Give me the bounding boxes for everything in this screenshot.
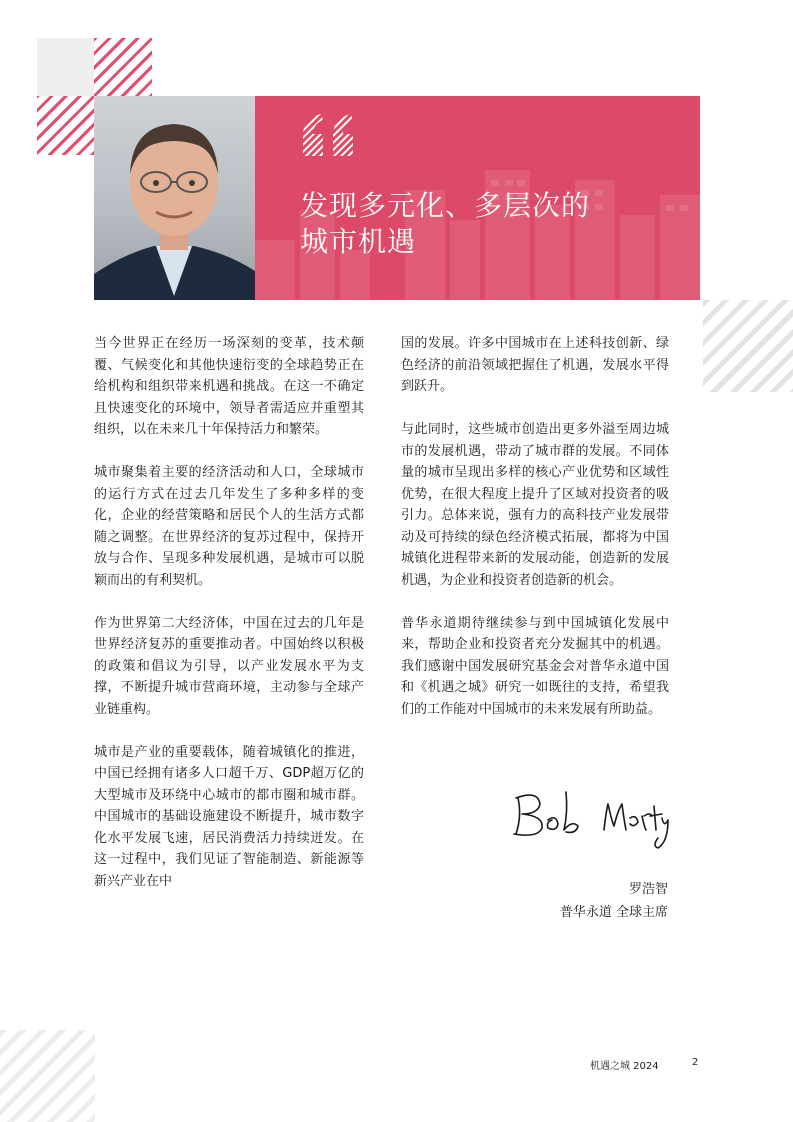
paragraph: 作为世界第二大经济体，中国在过去的几年是世界经济复苏的重要推动者。中国始终以积极的政策和倡议为引导，以产业发展水平为支撑，不断提升城市营商环境，主动参与全球产业链重构。	[94, 615, 364, 717]
decorative-stripes-bottom	[0, 1030, 95, 1122]
paragraph: 城市是产业的重要载体，随着城镇化的推进，中国已经拥有诸多人口超千万、GDP超万亿的大型城市及环绕中心城市的都市圈和城市群。中国城市的基础设施建设不断提升，城市数字化水平发展飞速，居民消费活力持续迸发。在这一过程中，我们见证了智能制造、新能源等新兴产业在中	[94, 744, 364, 889]
body-column-left	[94, 333, 364, 914]
paragraph: 与此同时，这些城市创造出更多外溢至周边城市的发展机遇，带动了城市群的发展。不同体量的城市呈现出多样的核心产业优势和区域性优势，在很大程度上提升了区域对投资者的吸引力。总体来说，强有力的高科技产业发展带动及可持续的绿色经济模式拓展，都将为中国城镇化进程带来新的发展动能，创造新的发展机遇，为企业和投资者创造新的机会。	[401, 422, 669, 588]
handwritten-signature	[508, 786, 673, 856]
page-number: 2	[692, 1057, 699, 1068]
header-band	[94, 96, 700, 300]
title-panel	[255, 96, 700, 300]
body-column-right	[401, 333, 669, 742]
paragraph: 城市聚集着主要的经济活动和人口，全球城市的运行方式在过去几年发生了多种多样的变化，企业的经营策略和居民个人的生活方式都随之调整。在世界经济的复苏过程中，保持开放与合作、呈现多种发展机遇，是城市可以脱颖而出的有利契机。	[94, 465, 364, 588]
signer-name: 罗浩智	[628, 882, 668, 897]
portrait-photo	[94, 96, 255, 300]
quote-mark-icon	[299, 112, 359, 158]
signer-title: 普华永道 全球主席	[559, 905, 668, 920]
paragraph: 普华永道期待继续参与到中国城镇化发展中来，帮助企业和投资者充分发掘其中的机遇。我们感谢中国发展研究基金会对普华永道中国和《机遇之城》研究一如既往的支持，希望我们的工作能对中国城市的未来发展有所助益。	[401, 615, 669, 717]
footer-publication: 机遇之城 2024	[590, 1061, 659, 1072]
portrait-illustration	[94, 96, 255, 300]
decorative-stripes-right	[703, 300, 793, 392]
page-title-line-1: 发现多元化、多层次的	[300, 189, 591, 222]
paragraph: 国的发展。许多中国城市在上述科技创新、绿色经济的前沿领域把握住了机遇，发展水平得到跃升。	[401, 336, 669, 394]
page-title-line-2: 城市机遇	[300, 225, 417, 258]
paragraph: 当今世界正在经历一场深刻的变革，技术颠覆、气候变化和其他快速衍变的全球趋势正在给机构和组织带来机遇和挑战。在这一不确定且快速变化的环境中，领导者需适应并重塑其组织，以在未来几十年保持活力和繁荣。	[94, 336, 364, 437]
